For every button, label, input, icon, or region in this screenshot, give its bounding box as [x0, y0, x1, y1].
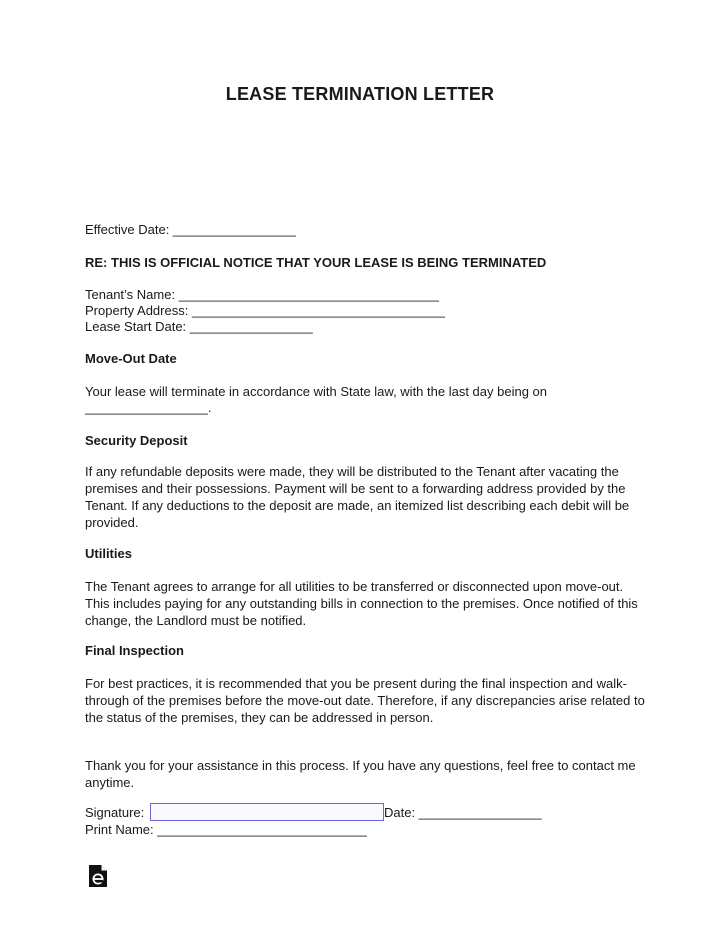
move-out-date-blank: _________________.	[85, 400, 212, 415]
utilities-heading: Utilities	[85, 546, 132, 561]
property-address-field: Property Address: ___________________________________	[85, 303, 445, 318]
re-line: RE: THIS IS OFFICIAL NOTICE THAT YOUR LEASE IS BEING TERMINATED	[85, 255, 547, 270]
tenant-name-field: Tenant’s Name: ____________________________________	[85, 287, 439, 302]
signature-input[interactable]	[150, 803, 384, 821]
final-inspection-heading: Final Inspection	[85, 643, 184, 658]
document-title: LEASE TERMINATION LETTER	[225, 84, 495, 104]
eforms-logo-icon	[88, 864, 108, 888]
signature-label: Signature:	[85, 805, 145, 820]
move-out-text: Your lease will terminate in accordance with State law, with the last day being on	[85, 384, 548, 399]
security-deposit-heading: Security Deposit	[85, 433, 188, 448]
date-field: Date: _________________	[384, 805, 542, 820]
final-inspection-text: For best practices, it is recommended that you be present during the final inspection and walk-through of the premises before the move-out date. Therefore, if any discrepancies arise related to the status of the premises, they can be addressed in person.	[85, 676, 645, 725]
lease-start-date-field: Lease Start Date: _________________	[85, 319, 313, 334]
print-name-field: Print Name: _____________________________	[85, 822, 367, 837]
security-deposit-text: If any refundable deposits were made, they will be distributed to the Tenant after vacating the premises and their possessions. Payment will be sent to a forwarding address provided by the Tenant. If any deductions to the deposit are made, an itemized list describing each debit will be provided.	[85, 464, 630, 530]
closing-text: Thank you for your assistance in this process. If you have any questions, feel free to contact me anytime.	[85, 758, 636, 790]
utilities-text: The Tenant agrees to arrange for all utilities to be transferred or disconnected upon move-out. This includes paying for any outstanding bills in connection to the premises. Once notified of this change, the Landlord must be notified.	[85, 579, 638, 628]
effective-date-field: Effective Date: _________________	[85, 222, 296, 237]
move-out-heading: Move-Out Date	[85, 351, 177, 366]
